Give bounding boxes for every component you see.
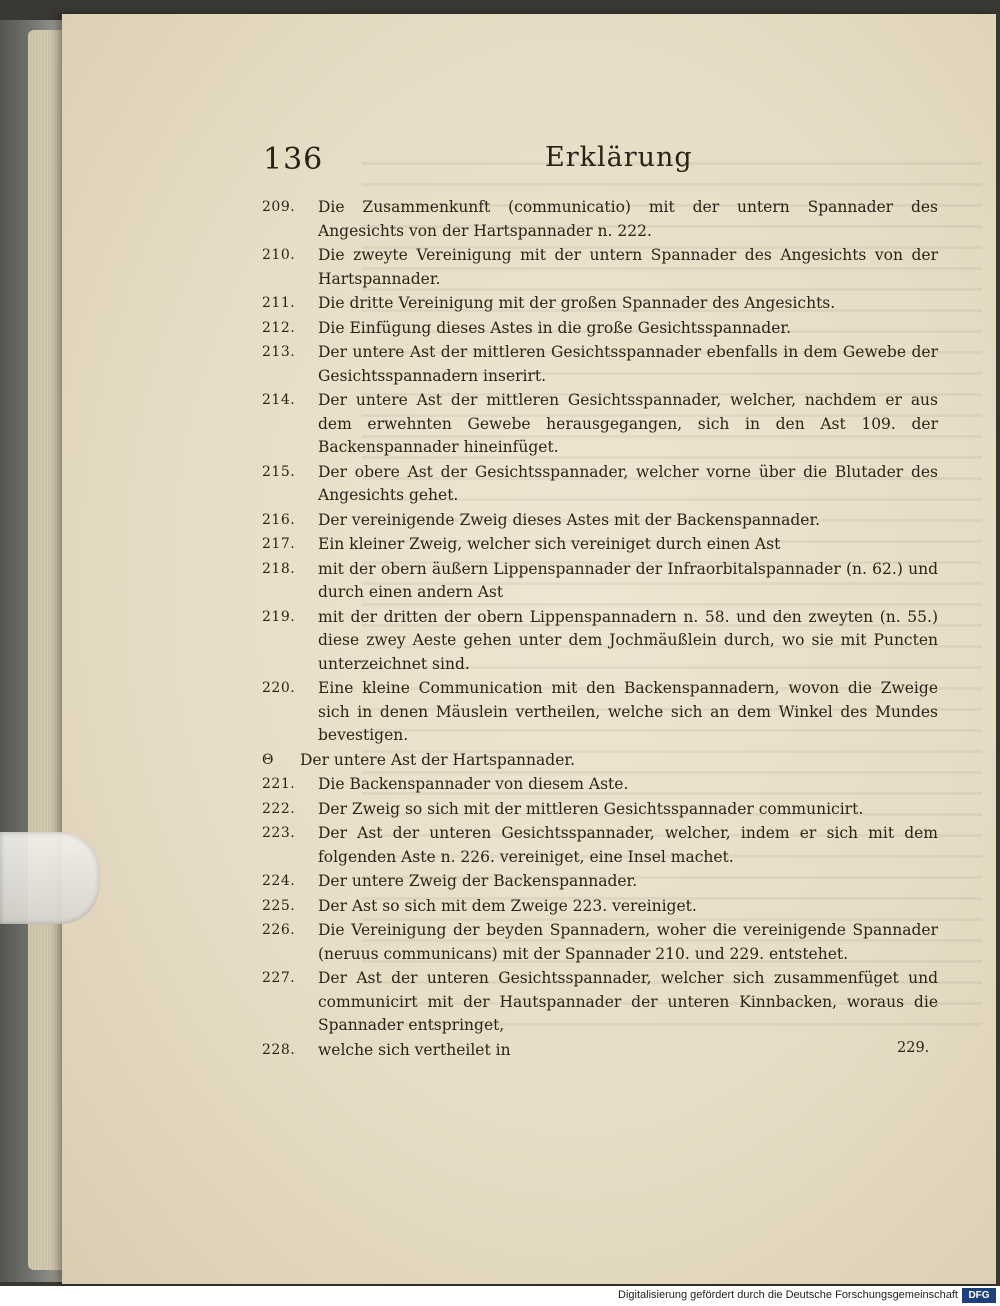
entry-number: 219. bbox=[262, 608, 296, 625]
entry-item bbox=[262, 822, 938, 869]
entry-number: Θ bbox=[262, 751, 274, 768]
bookmark-tab bbox=[0, 832, 100, 924]
entry-item bbox=[262, 317, 938, 341]
entry-text: Die Backenspannader von diesem Aste. bbox=[318, 775, 629, 793]
entry-item bbox=[262, 870, 938, 894]
entry-text: Der Ast der unteren Gesichtsspannader, welcher sich zusammenfüget und communicirt mit der Hautspannader der unteren Kinnbacken, woraus die Spannader entspringet, bbox=[318, 969, 938, 1034]
entry-item bbox=[262, 389, 938, 460]
entry-text: Die dritte Vereinigung mit der großen Spannader des Angesichts. bbox=[318, 294, 836, 312]
entry-number: 212. bbox=[262, 319, 296, 336]
entry-number: 218. bbox=[262, 560, 296, 577]
entry-item bbox=[262, 292, 938, 316]
entry-item bbox=[262, 244, 938, 291]
entry-text: Die Einfügung dieses Astes in die große Gesichtsspannader. bbox=[318, 318, 792, 337]
entry-number: 227. bbox=[262, 970, 296, 986]
entry-text: Der Ast so sich mit dem Zweige 223. vereiniget. bbox=[318, 896, 697, 915]
entry-number: 221. bbox=[262, 776, 296, 792]
entry-item bbox=[262, 919, 938, 966]
entry-item bbox=[262, 461, 938, 508]
footer-bar bbox=[0, 1286, 1000, 1306]
entry-text: mit der dritten der obern Lippenspannadern n. 58. und den zweyten (n. 55.) diese zwey Aeste gehen unter dem Jochmäußlein durch, wo sie mit Puncten unterzeichnet sind. bbox=[318, 607, 938, 673]
entry-item bbox=[262, 749, 938, 773]
footer-credit: Digitalisierung gefördert durch die Deutsche Forschungsgemeinschaft bbox=[618, 1289, 958, 1301]
entry-item bbox=[262, 341, 938, 388]
dfg-logo: DFG bbox=[962, 1288, 996, 1303]
entry-text: mit der obern äußern Lippenspannader der Infraorbitalspannader (n. 62.) und durch einen andern Ast bbox=[318, 559, 938, 601]
entry-item bbox=[262, 509, 938, 533]
entry-number: 222. bbox=[262, 800, 296, 817]
entry-number: 220. bbox=[262, 680, 296, 696]
catchword: 229. bbox=[897, 1040, 930, 1056]
entry-item bbox=[262, 196, 938, 243]
entry-number: 214. bbox=[262, 392, 296, 408]
entry-number: 228. bbox=[262, 1041, 296, 1058]
entry-text: Die Zusammenkunft (communicatio) mit der untern Spannader des Angesichts von der Hartspannader n. 222. bbox=[318, 198, 938, 240]
entry-item bbox=[262, 533, 938, 557]
entry-number: 215. bbox=[262, 463, 296, 480]
entry-text: Der obere Ast der Gesichtsspannader, welcher vorne über die Blutader des Angesichts gehet. bbox=[318, 462, 938, 504]
entry-text: Die zweyte Vereinigung mit der untern Spannader des Angesichts von der Hartspannader. bbox=[318, 246, 938, 288]
entry-text: Der untere Ast der mittleren Gesichtsspannader ebenfalls in dem Gewebe der Gesichtsspannadern inserirt. bbox=[318, 343, 938, 385]
entry-text: Der untere Ast der mittleren Gesichtsspannader, welcher, nachdem er aus dem erwehnten Gewebe herausgegangen, sich in den Ast 109. der Backenspannader hineinfüget. bbox=[318, 391, 938, 456]
entry-text: welche sich vertheilet in bbox=[318, 1040, 511, 1059]
page-number: 136 bbox=[263, 142, 324, 177]
entry-item bbox=[262, 677, 938, 748]
entry-text: Der untere Zweig der Backenspannader. bbox=[318, 872, 638, 890]
page-title: Erklärung bbox=[545, 142, 693, 173]
entry-text: Der vereinigende Zweig dieses Astes mit der Backenspannader. bbox=[318, 510, 821, 529]
entry-number: 210. bbox=[262, 247, 296, 263]
entry-number: 217. bbox=[262, 536, 296, 552]
entry-text: Der Zweig so sich mit der mittleren Gesichtsspannader communicirt. bbox=[318, 799, 864, 818]
entry-number: 225. bbox=[262, 897, 296, 914]
entry-item bbox=[262, 967, 938, 1038]
entry-text: Ein kleiner Zweig, welcher sich vereiniget durch einen Ast bbox=[318, 535, 781, 553]
entry-text: Eine kleine Communication mit den Backenspannadern, wovon die Zweige sich in denen Mäuslein vertheilen, welche sich an dem Winkel des Mundes bevestigen. bbox=[318, 679, 938, 744]
entry-text: Der Ast der unteren Gesichtsspannader, welcher, indem er sich mit dem folgenden Aste n. 226. vereiniget, eine Insel machet. bbox=[318, 824, 938, 866]
entry-number: 223. bbox=[262, 825, 296, 841]
entry-text: Der untere Ast der Hartspannader. bbox=[300, 750, 575, 769]
entry-number: 213. bbox=[262, 344, 296, 360]
entry-item bbox=[262, 895, 938, 919]
entry-number: 224. bbox=[262, 873, 296, 889]
entry-number: 216. bbox=[262, 511, 296, 528]
entry-item bbox=[262, 558, 938, 605]
entry-number: 211. bbox=[262, 295, 296, 311]
entry-item bbox=[262, 798, 938, 822]
entry-item bbox=[262, 1039, 938, 1063]
entry-text: Die Vereinigung der beyden Spannadern, woher die vereinigende Spannader (neruus communicans) mit der Spannader 210. und 229. entstehet. bbox=[318, 921, 938, 963]
entry-item bbox=[262, 773, 938, 797]
entry-number: 226. bbox=[262, 922, 296, 938]
entry-list bbox=[262, 196, 938, 1063]
entry-item bbox=[262, 606, 938, 677]
entry-number: 209. bbox=[262, 199, 296, 215]
